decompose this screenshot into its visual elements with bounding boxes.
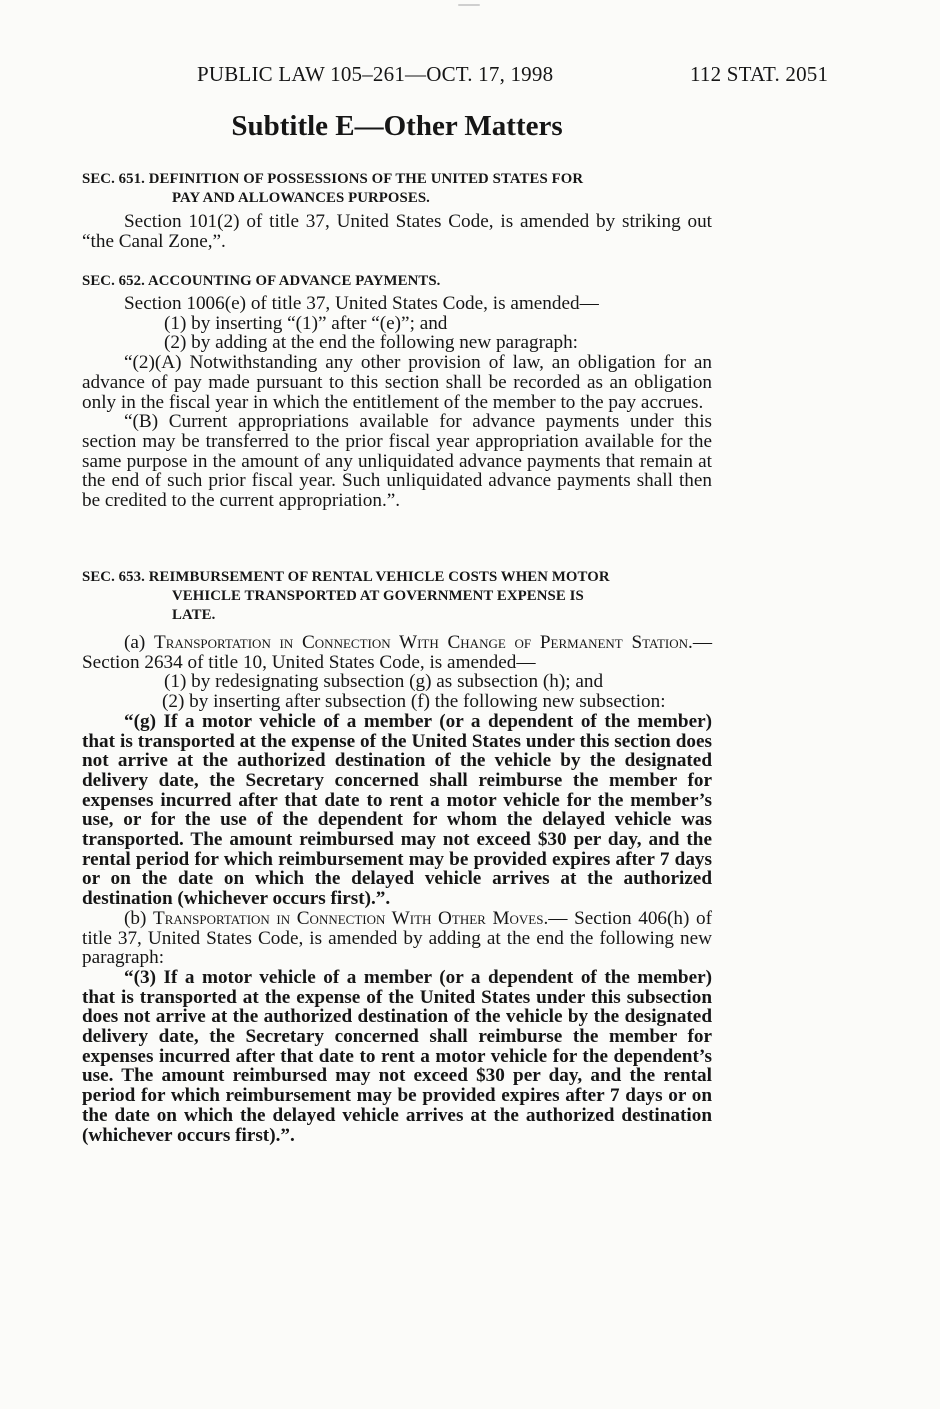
section-652-paragraph-b: “(B) Current appropriations available for advance payments under this section may be transferred to the prior fiscal year appropriation available for the same purpose in the amount of any unliquidated advance payments that remain at the end of such prior fiscal year. Such unliquidated advance payments shall then be credited to the current appropriation.”. bbox=[82, 411, 712, 512]
section-653-heading: SEC. 653. REIMBURSEMENT OF RENTAL VEHICLE COSTS WHEN MOTOR VEHICLE TRANSPORTED AT GOVERNMENT EXPENSE IS LATE. bbox=[82, 569, 610, 623]
header-stat-page: 112 STAT. 2051 bbox=[690, 62, 829, 86]
section-651-body: Section 101(2) of title 37, United States Code, is amended by striking out “the Canal Zone,”. bbox=[82, 211, 712, 252]
subsection-b-quoted-text: “(3) If a motor vehicle of a member (or a dependent of the member) that is transported at the expense of the United States under this subsection does not arrive at the authorized destination of the vehicle by the designated delivery date, the Secretary concerned shall reimburse the member for expenses incurred after that date to rent a motor vehicle for the dependent’s use. The amount reimbursed may not exceed $30 per day, and the rental period for which reimbursement may be provided expires after 7 days or on the date on which the delayed vehicle arrives at the authorized destination (whichever occurs first).”. bbox=[82, 966, 712, 1146]
subsection-b-caption: Transportation in Connection With Other Moves. bbox=[153, 907, 549, 929]
subsection-a-item-2: (2) by inserting after subsection (f) the following new subsection: bbox=[162, 691, 666, 713]
subsection-a-item-1: (1) by redesignating subsection (g) as subsection (h); and bbox=[164, 671, 604, 693]
section-652-intro: Section 1006(e) of title 37, United States Code, is amended— bbox=[124, 293, 599, 314]
subtitle-heading: Subtitle E—Other Matters bbox=[231, 110, 563, 142]
section-651-heading: SEC. 651. DEFINITION OF POSSESSIONS OF THE UNITED STATES FOR PAY AND ALLOWANCES PURPOSES. bbox=[82, 171, 584, 206]
subsection-b: (b) Transportation in Connection With Other Moves.— Section 406(h) of title 37, United States Code, is amended by adding at the end the following new paragraph: bbox=[82, 907, 712, 969]
section-651 bbox=[82, 170, 712, 251]
subsection-a-caption: Transportation in Connection With Change of Permanent Station. bbox=[154, 632, 693, 653]
subsection-a-quoted-text: “(g) If a motor vehicle of a member (or a dependent of the member) that is transported at the expense of the United States under this section does not arrive at the authorized destination of the vehicle by the designated delivery date, the Secretary concerned shall reimburse the member for expenses incurred after that date to rent a motor vehicle for the member’s use, or for the use of the dependent for whom the delayed vehicle was transported. The amount reimbursed may not exceed $30 per day, and the rental period for which reimbursement may be provided expires after 7 days or on the date on which the delayed vehicle arrives at the authorized destination (whichever occurs first).”. bbox=[82, 710, 712, 910]
subsection-a: (a) Transportation in Connection With Change of Permanent Station.—Section 2634 of title 10, United States Code, is amended— bbox=[82, 632, 713, 673]
section-652-item-2: (2) by adding at the end the following new paragraph: bbox=[164, 332, 579, 354]
section-653 bbox=[82, 568, 712, 1145]
section-652-paragraph-a: “(2)(A) Notwithstanding any other provision of law, an obligation for an advance of pay made pursuant to this section shall be recorded as an obligation only in the fiscal year in which the entitlement of the member to the pay accrues. bbox=[82, 352, 712, 413]
header-citation: PUBLIC LAW 105–261—OCT. 17, 1998 bbox=[197, 62, 554, 86]
section-652-heading: SEC. 652. ACCOUNTING OF ADVANCE PAYMENTS. bbox=[82, 273, 441, 289]
section-652 bbox=[82, 272, 712, 511]
section-652-item-1: (1) by inserting “(1)” after “(e)”; and bbox=[164, 312, 448, 334]
scan-mark bbox=[458, 4, 480, 6]
